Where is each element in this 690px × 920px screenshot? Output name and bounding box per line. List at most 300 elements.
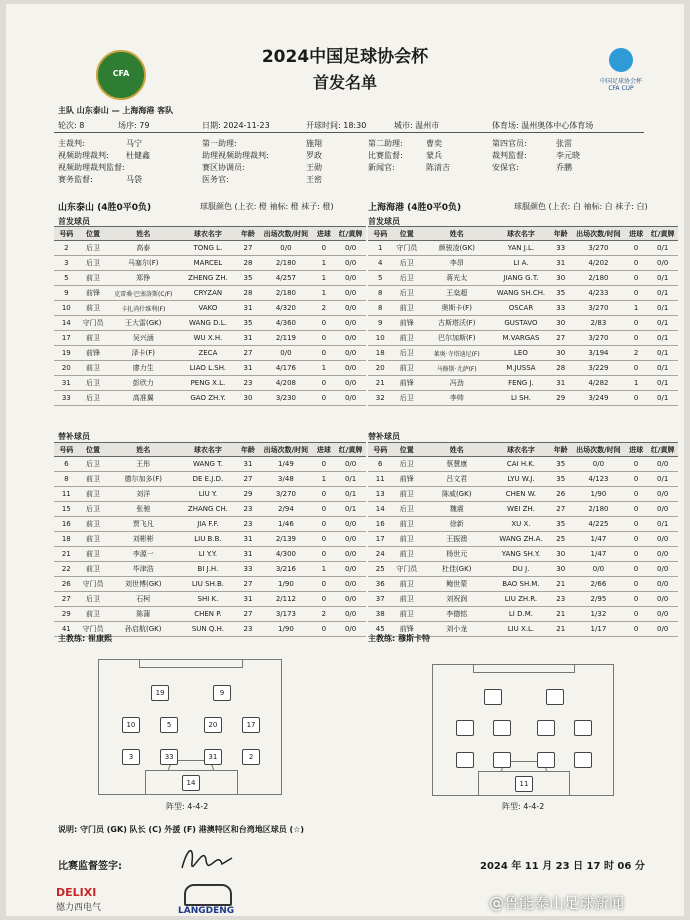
player-cell: 3/270 bbox=[259, 487, 312, 502]
column-header: 进球 bbox=[625, 227, 647, 241]
player-row bbox=[54, 457, 366, 472]
player-cell: 35 bbox=[549, 472, 571, 487]
player-cell: 15 bbox=[54, 502, 79, 517]
column-header: 球衣名字 bbox=[179, 443, 236, 457]
player-shirt-icon bbox=[484, 689, 502, 705]
player-cell: SHI K. bbox=[179, 592, 236, 607]
official-role: 第二助理: bbox=[368, 139, 403, 148]
player-cell: 33 bbox=[549, 241, 571, 256]
player-cell: 1 bbox=[313, 472, 336, 487]
table-header-row bbox=[54, 443, 366, 457]
player-cell: 0/0 bbox=[335, 577, 366, 592]
player-cell: 刘祝润 bbox=[421, 592, 492, 607]
column-header: 号码 bbox=[54, 443, 79, 457]
player-cell: 10 bbox=[368, 331, 392, 346]
player-cell: 0/0 bbox=[647, 256, 678, 271]
player-row bbox=[368, 241, 678, 256]
column-header: 位置 bbox=[79, 443, 108, 457]
player-cell: 31 bbox=[237, 457, 260, 472]
match-round: 轮次: 8 bbox=[58, 121, 85, 130]
player-cell: 0/0 bbox=[335, 286, 366, 301]
player-cell: 16 bbox=[54, 517, 79, 532]
player-cell: 0/0 bbox=[335, 316, 366, 331]
legend-note: 说明: 守门员 (GK) 队长 (C) 外援 (F) 港澳特区和台湾地区球员 (☆) bbox=[58, 825, 305, 834]
player-cell: 守门员 bbox=[79, 622, 108, 637]
player-cell: 0/1 bbox=[335, 472, 366, 487]
away-team-name: 上海海港 (4胜0平0负) bbox=[368, 203, 462, 213]
player-cell: 0 bbox=[313, 457, 336, 472]
player-cell: 4/360 bbox=[259, 316, 312, 331]
sign-datetime: 2024 年 11 月 23 日 17 时 06 分 bbox=[480, 861, 645, 872]
player-cell: 24 bbox=[368, 547, 392, 562]
player-cell: 2/139 bbox=[259, 532, 312, 547]
player-cell: 41 bbox=[54, 622, 79, 637]
column-header: 年龄 bbox=[237, 227, 260, 241]
official-name: 蒙兵 bbox=[426, 151, 442, 160]
player-shirt-icon bbox=[574, 752, 592, 768]
player-cell: 0/0 bbox=[335, 547, 366, 562]
player-cell: 王大雷(GK) bbox=[107, 316, 179, 331]
column-header: 进球 bbox=[313, 443, 336, 457]
player-cell: 石柯 bbox=[107, 592, 179, 607]
player-cell: 23 bbox=[237, 622, 260, 637]
player-cell: 0 bbox=[313, 502, 336, 517]
player-cell: 毕津浩 bbox=[107, 562, 179, 577]
player-cell: 3/194 bbox=[572, 346, 625, 361]
column-header: 号码 bbox=[368, 227, 392, 241]
player-cell: 21 bbox=[54, 547, 79, 562]
player-cell: LIU ZH.R. bbox=[492, 592, 549, 607]
away-coach: 主教练: 穆斯卡特 bbox=[368, 634, 430, 643]
player-row bbox=[54, 607, 366, 622]
official-name: 王密 bbox=[306, 175, 322, 184]
player-cell: 30 bbox=[549, 316, 571, 331]
player-cell: 前卫 bbox=[79, 271, 108, 286]
home-team-name: 山东泰山 (4胜0平0负) bbox=[58, 203, 152, 213]
player-shirt-icon bbox=[537, 752, 555, 768]
column-header: 号码 bbox=[368, 443, 392, 457]
player-cell: 0 bbox=[625, 256, 647, 271]
column-header: 号码 bbox=[54, 227, 79, 241]
player-cell: 2/66 bbox=[572, 577, 625, 592]
stadium: 体育场: 温州奥体中心体育场 bbox=[492, 121, 594, 130]
player-shirt-icon: 11 bbox=[515, 776, 533, 792]
player-cell: 3/270 bbox=[572, 301, 625, 316]
player-cell: 贾飞凡 bbox=[107, 517, 179, 532]
player-cell: 1 bbox=[625, 376, 647, 391]
player-cell: 0/0 bbox=[647, 562, 678, 577]
player-cell: 1 bbox=[313, 361, 336, 376]
player-cell: ZHANG CH. bbox=[179, 502, 236, 517]
player-cell: 1 bbox=[313, 286, 336, 301]
player-cell: 1 bbox=[313, 256, 336, 271]
player-cell: 0/1 bbox=[647, 517, 678, 532]
player-shirt-icon: 9 bbox=[213, 685, 231, 701]
player-cell: SUN Q.H. bbox=[179, 622, 236, 637]
home-formation: 阵型: 4-4-2 bbox=[166, 802, 209, 811]
player-cell: 37 bbox=[368, 592, 392, 607]
player-cell: 0 bbox=[625, 607, 647, 622]
player-cell: 德尔加多(F) bbox=[107, 472, 179, 487]
player-cell: 31 bbox=[237, 301, 260, 316]
official-role: 视频助理裁判监督: bbox=[58, 163, 125, 172]
player-cell: 0/1 bbox=[647, 301, 678, 316]
player-cell: 0 bbox=[625, 592, 647, 607]
cup-logo-text-cn: 中国足球协会杯 bbox=[599, 78, 642, 85]
player-cell: 29 bbox=[237, 487, 260, 502]
official-name: 曹奕 bbox=[426, 139, 442, 148]
player-cell: 0 bbox=[313, 316, 336, 331]
player-cell: 陈蒲 bbox=[107, 607, 179, 622]
player-cell: 16 bbox=[368, 517, 392, 532]
column-header: 出场次数/时间 bbox=[572, 227, 625, 241]
player-row bbox=[368, 502, 678, 517]
player-cell: 0/1 bbox=[647, 361, 678, 376]
player-cell: 0 bbox=[625, 331, 647, 346]
player-row bbox=[368, 361, 678, 376]
player-cell: LIAO L.SH. bbox=[179, 361, 236, 376]
player-cell: 18 bbox=[368, 346, 392, 361]
official-role: 比赛监督: bbox=[368, 151, 403, 160]
player-cell: 0 bbox=[313, 331, 336, 346]
column-header: 红/黄牌 bbox=[647, 227, 678, 241]
home-formation-pitch bbox=[98, 659, 282, 795]
official-name: 马宁 bbox=[126, 139, 142, 148]
player-cell: 0/0 bbox=[335, 361, 366, 376]
player-cell: 0/1 bbox=[647, 472, 678, 487]
cup-logo-text-en: CFA CUP bbox=[608, 85, 634, 92]
player-shirt-icon bbox=[546, 689, 564, 705]
player-cell: 0/0 bbox=[572, 562, 625, 577]
player-cell: LI A. bbox=[492, 256, 549, 271]
column-header: 出场次数/时间 bbox=[259, 443, 312, 457]
official-name: 杜健鑫 bbox=[126, 151, 150, 160]
player-cell: 1/90 bbox=[259, 577, 312, 592]
player-cell: WANG D.L. bbox=[179, 316, 236, 331]
player-cell: 0/1 bbox=[647, 376, 678, 391]
player-cell: 0 bbox=[625, 391, 647, 406]
player-cell: 4/320 bbox=[259, 301, 312, 316]
player-row bbox=[54, 592, 366, 607]
player-cell: WANG T. bbox=[179, 457, 236, 472]
player-row bbox=[368, 457, 678, 472]
player-cell: 刘洋 bbox=[107, 487, 179, 502]
player-cell: 前卫 bbox=[79, 301, 108, 316]
player-cell: 刘小龙 bbox=[421, 622, 492, 637]
official-role: 第四官员: bbox=[492, 139, 527, 148]
player-cell: ZECA bbox=[179, 346, 236, 361]
cfa-logo-text: CFA bbox=[112, 69, 130, 78]
player-cell: 莱奥·寺塔迪尼(F) bbox=[421, 346, 492, 361]
player-cell: BAO SH.M. bbox=[492, 577, 549, 592]
match-city: 城市: 温州市 bbox=[394, 121, 440, 130]
player-cell: 33 bbox=[237, 562, 260, 577]
player-shirt-icon: 17 bbox=[242, 717, 260, 733]
player-cell: 27 bbox=[549, 502, 571, 517]
player-cell: 17 bbox=[54, 331, 79, 346]
player-cell: GUSTAVO bbox=[492, 316, 549, 331]
player-cell: 4/208 bbox=[259, 376, 312, 391]
player-cell: 45 bbox=[368, 622, 392, 637]
signature-label: 比赛监督签字: bbox=[58, 861, 122, 872]
player-cell: 后卫 bbox=[392, 286, 421, 301]
player-cell: 30 bbox=[549, 271, 571, 286]
official-role: 主裁判: bbox=[58, 139, 85, 148]
player-cell: LYU W.J. bbox=[492, 472, 549, 487]
player-cell: 0 bbox=[625, 487, 647, 502]
away-subs-table bbox=[368, 442, 678, 637]
pitch-top-area bbox=[139, 659, 243, 668]
player-cell: 0 bbox=[313, 376, 336, 391]
player-cell: 4 bbox=[368, 256, 392, 271]
official-name: 罗政 bbox=[306, 151, 322, 160]
player-cell: 0/0 bbox=[647, 532, 678, 547]
player-cell: 25 bbox=[549, 532, 571, 547]
official-role: 新闻官: bbox=[368, 163, 395, 172]
player-cell: 31 bbox=[237, 547, 260, 562]
player-row bbox=[368, 331, 678, 346]
player-cell: 古斯塔沃(F) bbox=[421, 316, 492, 331]
player-cell: 0/0 bbox=[335, 457, 366, 472]
player-cell: 27 bbox=[237, 241, 260, 256]
player-cell: LI SH. bbox=[492, 391, 549, 406]
player-cell: 李德铭 bbox=[421, 607, 492, 622]
player-cell: 21 bbox=[549, 577, 571, 592]
player-cell: 前卫 bbox=[79, 607, 108, 622]
player-cell: 前卫 bbox=[79, 547, 108, 562]
player-cell: 守门员 bbox=[392, 241, 421, 256]
player-cell: 0/0 bbox=[259, 346, 312, 361]
player-cell: 0 bbox=[625, 502, 647, 517]
player-cell: 3/48 bbox=[259, 472, 312, 487]
player-cell: 前卫 bbox=[79, 361, 108, 376]
player-cell: 20 bbox=[54, 361, 79, 376]
table-header-row bbox=[54, 227, 366, 241]
away-kit-colors: 球服颜色 (上衣: 白 袖标: 白 袜子: 白) bbox=[514, 202, 648, 211]
player-cell: 4/202 bbox=[572, 256, 625, 271]
player-cell: 1/49 bbox=[259, 457, 312, 472]
player-cell: 32 bbox=[368, 391, 392, 406]
player-cell: 2/180 bbox=[259, 256, 312, 271]
player-cell: 31 bbox=[237, 331, 260, 346]
away-starters-table bbox=[368, 226, 678, 406]
player-cell: 0 bbox=[625, 517, 647, 532]
player-cell: 27 bbox=[237, 607, 260, 622]
player-cell: 2/94 bbox=[259, 502, 312, 517]
player-cell: 4/257 bbox=[259, 271, 312, 286]
player-cell: 0 bbox=[313, 517, 336, 532]
player-cell: 后卫 bbox=[79, 256, 108, 271]
player-cell: 3/216 bbox=[259, 562, 312, 577]
player-cell: 0/0 bbox=[335, 301, 366, 316]
player-cell: 1 bbox=[313, 562, 336, 577]
player-cell: 22 bbox=[54, 562, 79, 577]
player-cell: 卡扎尚什维利(F) bbox=[107, 301, 179, 316]
player-shirt-icon bbox=[493, 720, 511, 736]
column-header: 球衣名字 bbox=[492, 443, 549, 457]
player-row bbox=[368, 256, 678, 271]
player-cell: 30 bbox=[549, 562, 571, 577]
player-cell: 0 bbox=[625, 472, 647, 487]
player-cell: 廖力生 bbox=[107, 361, 179, 376]
player-cell: 0 bbox=[313, 577, 336, 592]
player-row bbox=[368, 532, 678, 547]
column-header: 红/黄牌 bbox=[335, 227, 366, 241]
player-cell: 蔡慧康 bbox=[421, 457, 492, 472]
player-cell: 1/47 bbox=[572, 532, 625, 547]
player-cell: 前卫 bbox=[392, 607, 421, 622]
column-header: 位置 bbox=[392, 443, 421, 457]
column-header: 进球 bbox=[313, 227, 336, 241]
match-date: 日期: 2024-11-23 bbox=[202, 121, 270, 130]
player-row bbox=[54, 376, 366, 391]
player-cell: 23 bbox=[549, 592, 571, 607]
player-shirt-icon: 3 bbox=[122, 749, 140, 765]
player-cell: 1 bbox=[313, 271, 336, 286]
player-cell: 0 bbox=[625, 532, 647, 547]
player-cell: 前锋 bbox=[392, 316, 421, 331]
player-cell: 38 bbox=[368, 607, 392, 622]
player-cell: 前卫 bbox=[392, 532, 421, 547]
player-cell: 前卫 bbox=[392, 547, 421, 562]
player-cell: M.JUSSA bbox=[492, 361, 549, 376]
player-row bbox=[54, 487, 366, 502]
player-row bbox=[368, 271, 678, 286]
player-cell: 2/180 bbox=[572, 502, 625, 517]
player-cell: 陈威(GK) bbox=[421, 487, 492, 502]
player-cell: 14 bbox=[368, 502, 392, 517]
player-shirt-icon: 31 bbox=[204, 749, 222, 765]
player-row bbox=[368, 517, 678, 532]
column-header: 出场次数/时间 bbox=[572, 443, 625, 457]
player-cell: 21 bbox=[549, 607, 571, 622]
player-cell: 27 bbox=[54, 592, 79, 607]
official-name: 乔鹏 bbox=[556, 163, 572, 172]
player-row bbox=[54, 361, 366, 376]
player-cell: 0 bbox=[313, 241, 336, 256]
official-role: 赛务监督: bbox=[58, 175, 93, 184]
player-cell: 0/0 bbox=[572, 457, 625, 472]
player-row bbox=[54, 577, 366, 592]
player-cell: LIU Y. bbox=[179, 487, 236, 502]
player-cell: 后卫 bbox=[79, 592, 108, 607]
player-cell: 1/32 bbox=[572, 607, 625, 622]
player-cell: 巴尔加斯(F) bbox=[421, 331, 492, 346]
home-starters-label: 首发球员 bbox=[58, 217, 90, 226]
player-shirt-icon bbox=[456, 752, 474, 768]
player-cell: 0/0 bbox=[647, 622, 678, 637]
official-role: 视频助理裁判: bbox=[58, 151, 109, 160]
player-cell: 前卫 bbox=[392, 361, 421, 376]
player-cell: DE E.J.D. bbox=[179, 472, 236, 487]
player-cell: 4/300 bbox=[259, 547, 312, 562]
player-cell: 18 bbox=[54, 532, 79, 547]
player-cell: CHEN P. bbox=[179, 607, 236, 622]
home-kit-colors: 球服颜色 (上衣: 橙 袖标: 橙 袜子: 橙) bbox=[200, 202, 334, 211]
player-row bbox=[54, 346, 366, 361]
player-cell: 0 bbox=[625, 622, 647, 637]
player-shirt-icon: 33 bbox=[160, 749, 178, 765]
player-row bbox=[54, 562, 366, 577]
player-cell: 0/0 bbox=[647, 547, 678, 562]
player-cell: CRYZAN bbox=[179, 286, 236, 301]
player-cell: 0/0 bbox=[335, 517, 366, 532]
player-shirt-icon bbox=[456, 720, 474, 736]
player-cell: 13 bbox=[368, 487, 392, 502]
player-cell: 8 bbox=[368, 286, 392, 301]
player-cell: 前卫 bbox=[392, 301, 421, 316]
player-cell: 1/90 bbox=[259, 622, 312, 637]
column-header: 红/黄牌 bbox=[335, 443, 366, 457]
column-header: 姓名 bbox=[421, 443, 492, 457]
player-row bbox=[368, 376, 678, 391]
column-header: 红/黄牌 bbox=[647, 443, 678, 457]
player-cell: WU X.H. bbox=[179, 331, 236, 346]
player-cell: 徐新 bbox=[421, 517, 492, 532]
page-title: 2024中国足球协会杯 bbox=[261, 47, 429, 67]
player-cell: 2/180 bbox=[572, 271, 625, 286]
player-cell: 4/233 bbox=[572, 286, 625, 301]
player-cell: 3/173 bbox=[259, 607, 312, 622]
match-number: 场序: 79 bbox=[118, 121, 150, 130]
player-cell: 27 bbox=[237, 472, 260, 487]
player-cell: 0/0 bbox=[335, 346, 366, 361]
page-subtitle: 首发名单 bbox=[312, 73, 377, 92]
player-cell: 31 bbox=[549, 256, 571, 271]
column-header: 姓名 bbox=[421, 227, 492, 241]
player-cell: 27 bbox=[237, 346, 260, 361]
player-cell: 6 bbox=[54, 457, 79, 472]
player-cell: 30 bbox=[237, 391, 260, 406]
player-cell: 11 bbox=[368, 472, 392, 487]
player-cell: 后卫 bbox=[392, 457, 421, 472]
player-cell: 28 bbox=[549, 361, 571, 376]
player-cell: 杜佳(GK) bbox=[421, 562, 492, 577]
player-cell: 王彤 bbox=[107, 457, 179, 472]
official-role: 助理视频助理裁判: bbox=[202, 151, 269, 160]
official-role: 安保官: bbox=[492, 163, 519, 172]
player-shirt-icon: 10 bbox=[122, 717, 140, 733]
player-cell: 2/119 bbox=[259, 331, 312, 346]
player-cell: 0/0 bbox=[335, 241, 366, 256]
player-cell: 前卫 bbox=[79, 472, 108, 487]
player-shirt-icon: 19 bbox=[151, 685, 169, 701]
sponsor-delixi-cn: 德力西电气 bbox=[56, 903, 102, 913]
player-cell: 孙启航(GK) bbox=[107, 622, 179, 637]
player-cell: 31 bbox=[549, 376, 571, 391]
away-formation-pitch bbox=[432, 664, 614, 796]
player-cell: 鲍世蒙 bbox=[421, 577, 492, 592]
player-shirt-icon: 20 bbox=[204, 717, 222, 733]
player-cell: 6 bbox=[368, 457, 392, 472]
player-cell: 33 bbox=[549, 301, 571, 316]
player-cell: 后卫 bbox=[79, 457, 108, 472]
player-cell: JIANG G.T. bbox=[492, 271, 549, 286]
player-cell: 3/229 bbox=[572, 361, 625, 376]
player-cell: VAKO bbox=[179, 301, 236, 316]
player-cell: CAI H.K. bbox=[492, 457, 549, 472]
player-cell: 0/1 bbox=[647, 316, 678, 331]
player-cell: 奥斯卡(F) bbox=[421, 301, 492, 316]
player-cell: 后卫 bbox=[392, 346, 421, 361]
player-cell: 29 bbox=[54, 607, 79, 622]
player-cell: 0/1 bbox=[335, 502, 366, 517]
player-cell: 0/0 bbox=[335, 271, 366, 286]
player-cell: 2 bbox=[625, 346, 647, 361]
player-cell: 0/1 bbox=[647, 391, 678, 406]
player-cell: 前锋 bbox=[79, 346, 108, 361]
player-cell: 前卫 bbox=[79, 532, 108, 547]
